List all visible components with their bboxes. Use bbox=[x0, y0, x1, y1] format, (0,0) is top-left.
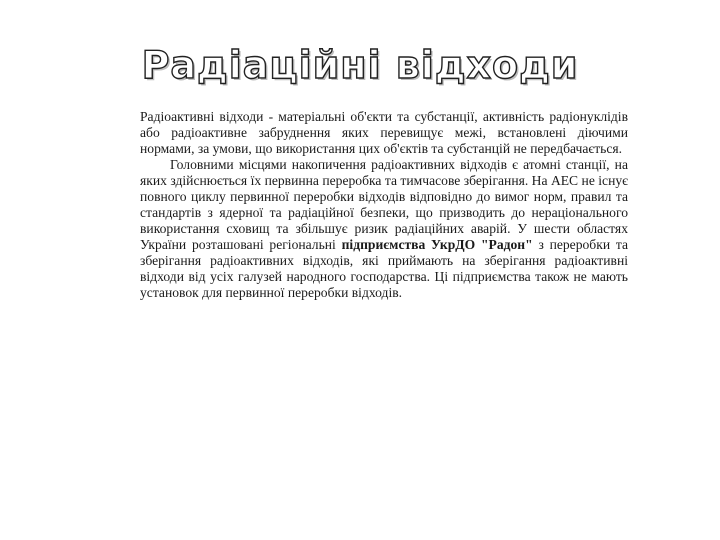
slide-title: Радіаційні відходи bbox=[141, 43, 579, 87]
paragraph-accumulation-start: Головними місцями накопичення радіоактивних відходів є атомні станції, на яких здійснюється їх первинна переробка та тимчасове зберігання. На АЕС не існує повного циклу первинної переробки відходів відповідно до вимог норм, правил та стандартів з ядерної та радіаційної безпеки, що призводить до нераціонального використання сховищ та збільшує ризик радіаційних аварій. У шести областях України розташовані регіональні bbox=[140, 157, 628, 252]
paragraph-accumulation-end: з переробки та зберігання радіоактивних відходів, які приймають на зберігання радіоактивні відходи від усіх галузей народного господарства. Ці підприємства також не мають установок для первинної переробки відходів. bbox=[140, 237, 628, 300]
paragraph-accumulation bbox=[140, 157, 628, 301]
paragraph-definition: Радіоактивні відходи - матеріальні об'єкти та субстанції, активність радіонуклідів або радіоактивне забруднення яких перевищує межі, встановлені діючими нормами, за умови, що використання цих об'єктів та субстанцій не передбачається. bbox=[140, 109, 628, 156]
radon-enterprises-emphasis: підприємства УкрДО "Радон" bbox=[341, 237, 533, 252]
slide-body bbox=[140, 109, 628, 301]
